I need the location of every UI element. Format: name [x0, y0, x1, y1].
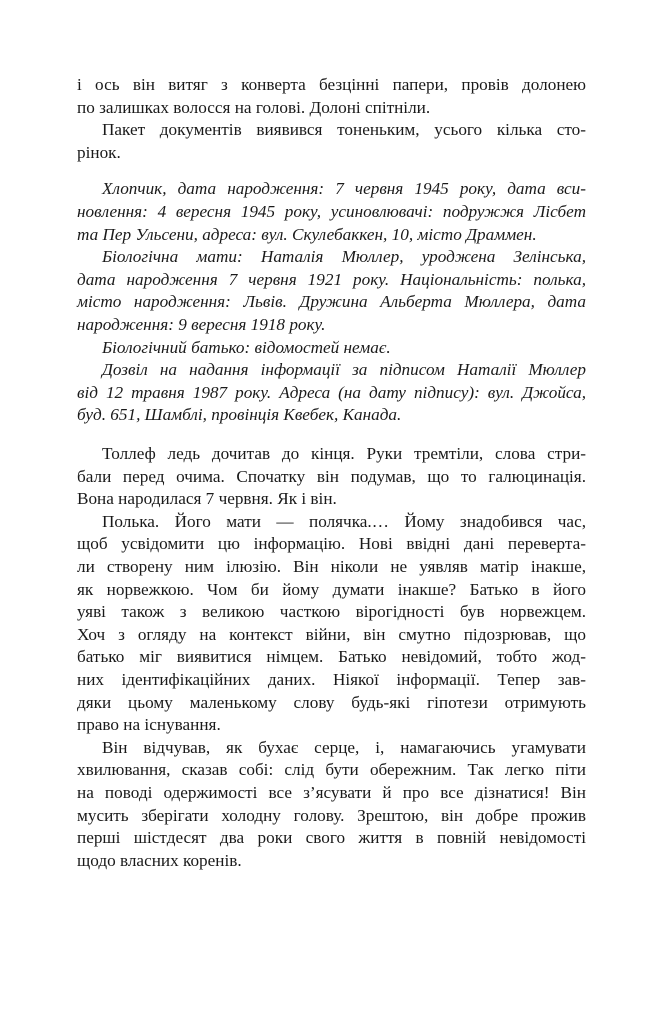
document-line: дата народження 7 червня 1921 року. Національність: полька,: [77, 269, 586, 289]
text-line: на поводі одержимості все з’ясувати й про все дізнатися! Він: [77, 783, 586, 802]
text-line: мусить зберігати холодну голову. Зрештою, він добре прожив: [77, 805, 586, 825]
text-line: як норвежкою. Чом би йому думати інакше? Батько в його: [77, 579, 586, 599]
text-line: Полька. Його мати — полячка.… Йому знадобився час,: [102, 511, 586, 531]
document-line: Хлопчик, дата народження: 7 червня 1945 року, дата вси-: [102, 179, 586, 199]
document-line: місто народження: Львів. Дружина Альберта Мюллера, дата: [77, 292, 586, 312]
text-line: щодо власних коренів.: [77, 850, 242, 870]
text-line: щоб усвідомити цю інформацію. Нові ввідні дані переверта-: [77, 534, 586, 554]
text-line: батько міг виявитися німцем. Батько невідомий, тобто жод-: [77, 647, 586, 667]
text-line: хвилювання, сказав собі: слід бути обережним. Так легко піти: [77, 760, 586, 780]
text-line: по залишках волосся на голові. Долоні спітніли.: [77, 97, 431, 117]
document-line: Дозвіл на надання інформації за підписом Наталії Мюллер: [102, 360, 586, 380]
document-line: буд. 651, Шамблі, провінція Квебек, Канада.: [77, 405, 402, 425]
text-line: і ось він витяг з конверта безцінні папери, провів долонею: [77, 75, 586, 94]
text-line: Толлеф ледь дочитав до кінця. Руки тремтіли, слова стри-: [102, 444, 586, 463]
text-line: них ідентифікаційних даних. Ніякої інформації. Тепер зав-: [77, 670, 586, 689]
document-line: народження: 9 вересня 1918 року.: [77, 315, 326, 334]
text-line: перші шістдесят два роки свого життя в повній невідомості: [77, 828, 586, 848]
text-line: Вона народилася 7 червня. Як і він.: [77, 489, 337, 509]
text-line: Він відчував, як бухає серце, і, намагаючись угамувати: [102, 737, 586, 757]
document-line: новлення: 4 вересня 1945 року, усиновлювачі: подружжя Лісбет: [77, 202, 586, 221]
text-line: бали перед очима. Спочатку він подумав, що то галюцинація.: [77, 466, 586, 486]
document-line: Біологічна мати: Наталія Мюллер, уроджена Зелінська,: [102, 247, 586, 267]
text-line: ли створену ним ілюзію. Він ніколи не уявляв матір інакше,: [77, 557, 586, 576]
document-line: від 12 травня 1987 року. Адреса (на дату підпису): вул. Джойса,: [77, 382, 586, 402]
text-line: рінок.: [77, 142, 121, 162]
text-line: право на існування.: [77, 715, 221, 735]
document-line: Біологічний батько: відомостей немає.: [102, 337, 391, 357]
text-line: Пакет документів виявився тоненьким, усього кілька сто-: [102, 120, 586, 140]
text-line: уяві також з великою часткою вірогідності був норвежцем.: [77, 602, 586, 622]
document-line: та Пер Ульсени, адреса: вул. Скулебаккен, 10, місто Драммен.: [77, 224, 537, 244]
text-line: Хоч з огляду на контекст війни, він смутно підозрював, що: [77, 624, 586, 644]
text-line: дяки цьому маленькому слову будь-які гіпотези отримують: [77, 692, 586, 712]
